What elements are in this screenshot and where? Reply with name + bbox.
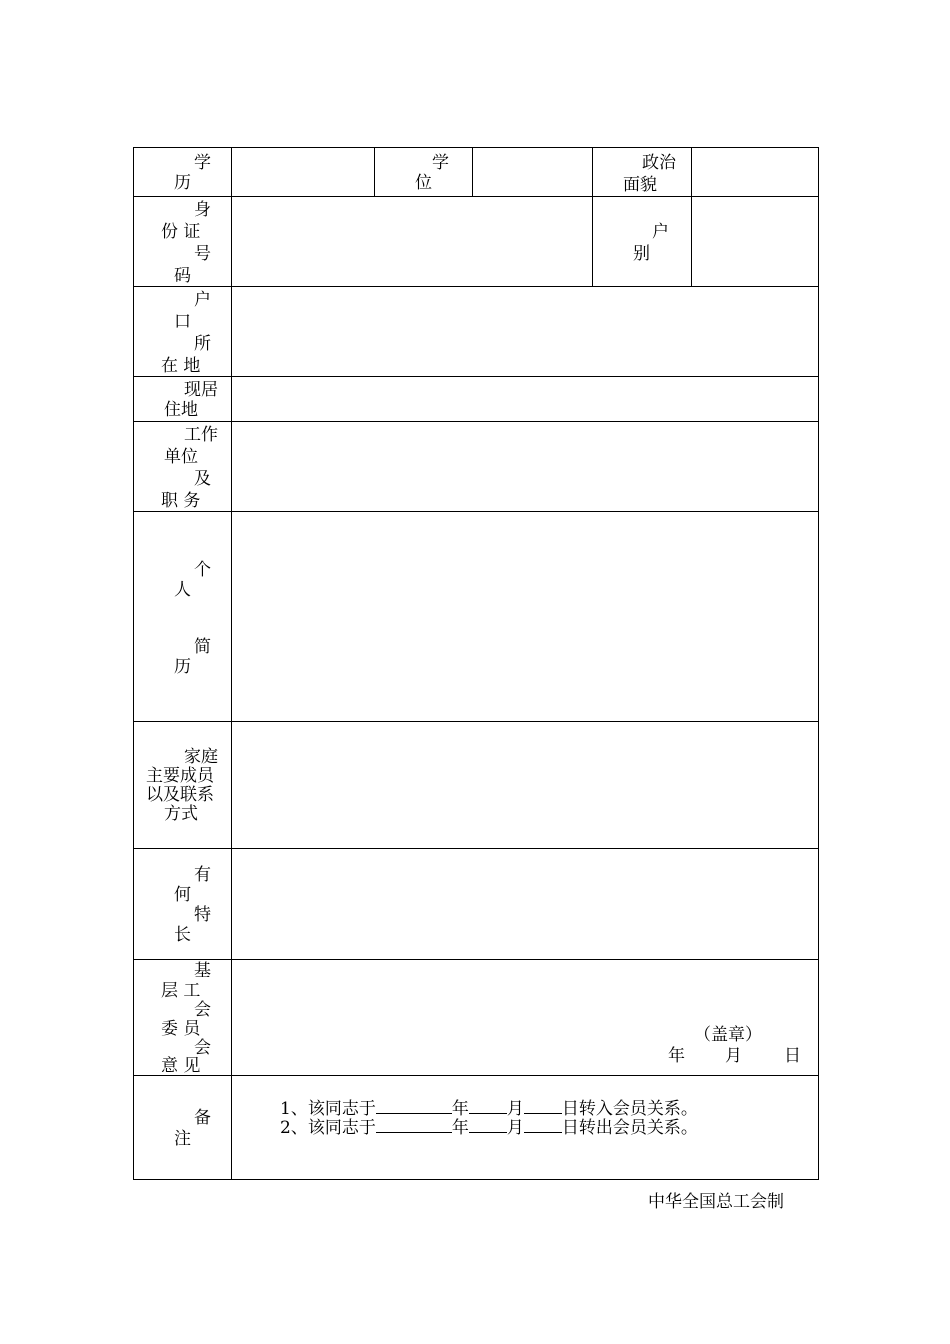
work-unit-label: 工作 <box>184 425 218 445</box>
row-id-number <box>134 196 818 286</box>
id-number-label: 号 <box>194 244 211 264</box>
resume-label: 历 <box>174 657 191 677</box>
union-opinion-label: 会 <box>194 1000 211 1020</box>
hukou-location-field[interactable] <box>232 287 818 377</box>
id-number-label: 码 <box>174 266 191 286</box>
union-opinion-label: 委 员 <box>161 1019 201 1039</box>
issuer-footer: 中华全国总工会制 <box>648 1192 784 1212</box>
skills-field[interactable] <box>232 849 818 960</box>
education-label: 历 <box>174 173 191 193</box>
row-remarks <box>134 1075 818 1180</box>
work-unit-field[interactable] <box>232 422 818 512</box>
union-opinion-label: 会 <box>194 1038 211 1058</box>
family-label: 以及联系 <box>146 785 214 805</box>
degree-label: 学 <box>432 153 449 173</box>
transfer-out-day-blank[interactable] <box>524 1116 562 1133</box>
resume-label: 人 <box>174 580 191 600</box>
row-hukou-location <box>134 286 818 376</box>
remark-transfer-in: 1、该同志于 年 月 日转入会员关系。 <box>280 1099 698 1119</box>
row-work-unit <box>134 421 818 511</box>
remarks-label: 备 <box>194 1108 211 1128</box>
skills-label: 特 <box>194 905 211 925</box>
transfer-out-month-blank[interactable] <box>469 1116 507 1133</box>
transfer-in-day-blank[interactable] <box>524 1097 562 1114</box>
skills-label: 有 <box>194 865 211 885</box>
degree-label: 位 <box>415 173 432 193</box>
resume-field[interactable] <box>232 512 818 722</box>
skills-label: 何 <box>174 885 191 905</box>
row-residence <box>134 376 818 421</box>
id-number-field[interactable] <box>232 197 591 287</box>
family-label: 家庭 <box>184 747 218 767</box>
transfer-in-month-blank[interactable] <box>469 1097 507 1114</box>
hukou-location-label: 所 <box>194 334 211 354</box>
date-day: 日 <box>784 1046 801 1066</box>
work-unit-label: 单位 <box>164 447 198 467</box>
work-unit-label: 职 务 <box>161 491 201 511</box>
political-status-label: 政治 <box>642 153 676 173</box>
hukou-location-label: 户 <box>194 290 211 310</box>
seal-text: （盖章） <box>694 1025 762 1045</box>
residence-label: 住地 <box>164 400 198 420</box>
date-month: 月 <box>725 1046 742 1066</box>
remarks-label: 注 <box>174 1129 191 1149</box>
date-year: 年 <box>668 1046 685 1066</box>
education-label: 学 <box>194 153 211 173</box>
family-label: 方式 <box>164 804 198 824</box>
family-field[interactable] <box>232 722 818 849</box>
hukou-type-field[interactable] <box>692 197 818 287</box>
skills-label: 长 <box>174 925 191 945</box>
row-education <box>134 148 818 196</box>
membership-form-table <box>133 147 819 1180</box>
row-union-opinion <box>134 959 818 1075</box>
family-label: 主要成员 <box>146 766 214 786</box>
residence-label: 现居 <box>184 380 218 400</box>
transfer-out-year-blank[interactable] <box>376 1116 452 1133</box>
political-status-label: 面貌 <box>623 175 657 195</box>
transfer-in-year-blank[interactable] <box>376 1097 452 1114</box>
residence-field[interactable] <box>232 377 818 422</box>
resume-label: 简 <box>194 637 211 657</box>
degree-field[interactable] <box>473 148 591 196</box>
row-resume <box>134 511 818 721</box>
id-number-label: 份 证 <box>161 222 201 242</box>
resume-label: 个 <box>194 560 211 580</box>
union-opinion-label: 基 <box>194 961 211 981</box>
political-status-field[interactable] <box>692 148 818 196</box>
id-number-label: 身 <box>194 200 211 220</box>
hukou-type-label: 户 <box>652 222 669 242</box>
hukou-location-label: 在 地 <box>161 356 201 376</box>
hukou-type-label: 别 <box>633 244 650 264</box>
education-field[interactable] <box>232 148 373 196</box>
work-unit-label: 及 <box>194 469 211 489</box>
union-opinion-label: 层 工 <box>161 981 201 1001</box>
hukou-location-label: 口 <box>174 312 191 332</box>
union-opinion-label: 意 见 <box>161 1056 201 1076</box>
row-family <box>134 721 818 848</box>
row-skills <box>134 848 818 959</box>
remark-transfer-out: 2、该同志于 年 月 日转出会员关系。 <box>280 1118 698 1138</box>
